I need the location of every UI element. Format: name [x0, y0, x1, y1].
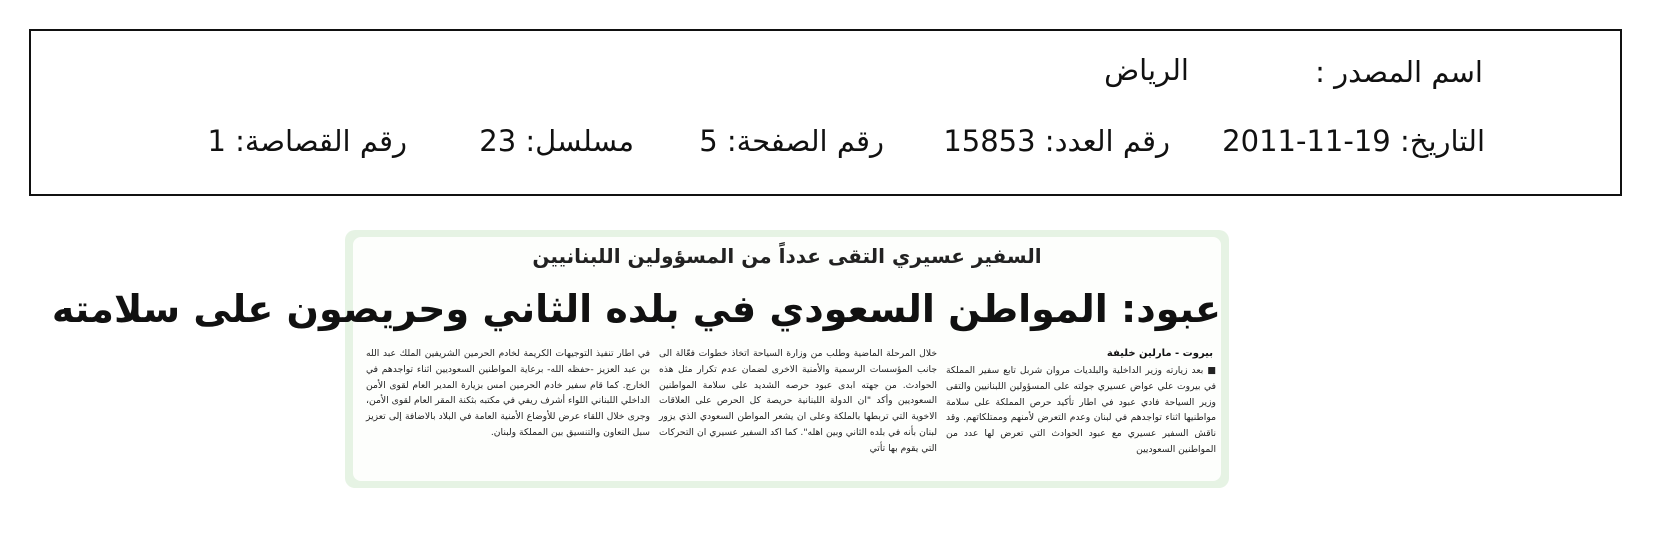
- source-value: الرياض: [1104, 53, 1189, 87]
- page-number-field: رقم الصفحة: 5: [699, 124, 884, 158]
- article-subheadline: السفير عسيري التقى عدداً من المسؤولين اللبنانيين: [532, 244, 1042, 268]
- date-field: التاريخ: 19-11-2011: [1222, 124, 1485, 158]
- article-column-2: خلال المرحلة الماضية وطلب من وزارة السياحة اتخاذ خطوات فعّالة الى جانب المؤسسات الرسمية والأمنية الاخرى لضمان عدم تكرار مثل هذه الحوادث. من جهته ابدى عبود حرصه الشديد على سلامة المواطنين السعوديين وأكد "ان الدولة اللبنانية حريصة كل الحرص على العلاقات الاخوية التي تربطها بالملكة وعلى ان يشعر المواطن السعودي الذي يزور لبنان بأنه في بلده الثاني وبين اهله". كما اكد السفير عسيري ان التحركات التي يقوم بها تأتي: [659, 348, 937, 454]
- source-info-box: [29, 29, 1622, 196]
- serial-field: مسلسل: 23: [479, 124, 634, 158]
- article-column-1: ■ بعد زيارته وزير الداخلية والبلديات مروان شربل تابع سفير المملكة في بيروت علي عواض عسيري جولته على المسؤولين اللبنانيين والتقى وزير السياحة فادي عبود في اطار تأكيد حرص المملكة على سلامة مواطنيها اثناء تواجدهم في لبنان وعدم التعرض لأمنهم وممتلكاتهم. وقد ناقش السفير عسيري مع عبود الحوادث التي تعرض لها عدد من المواطنين السعوديين: [946, 365, 1216, 455]
- clipping-paper: [51, 237, 1221, 481]
- article-column-3: في اطار تنفيذ التوجيهات الكريمة لخادم الحرمين الشريفين الملك عبد الله بن عبد العزيز -حفظه الله- برعاية المواطنين السعوديين اثناء تواجدهم في الخارج. كما قام سفير خادم الحرمين امس بزيارة المدير العام لقوى الأمن الداخلي اللبناني اللواء أشرف ريفي في مكتبه بثكنة المقر العام لقوى الأمن، وجرى خلال اللقاء عرض للأوضاع الأمنية العامة في البلاد بالاضافة إلى تعزيز سبل التعاون والتنسيق بين المملكة ولبنان.: [366, 348, 650, 438]
- article-headline: عبود: المواطن السعودي في بلده الثاني وحريصون على سلامته: [51, 287, 1221, 331]
- clipping-number-field: رقم القصاصة: 1: [207, 124, 407, 158]
- newspaper-clipping: [51, 230, 1229, 488]
- article-byline: بيروت - مارلين خليفة: [1106, 348, 1213, 359]
- source-label: اسم المصدر :: [1315, 55, 1483, 89]
- issue-number-field: رقم العدد: 15853: [943, 124, 1170, 158]
